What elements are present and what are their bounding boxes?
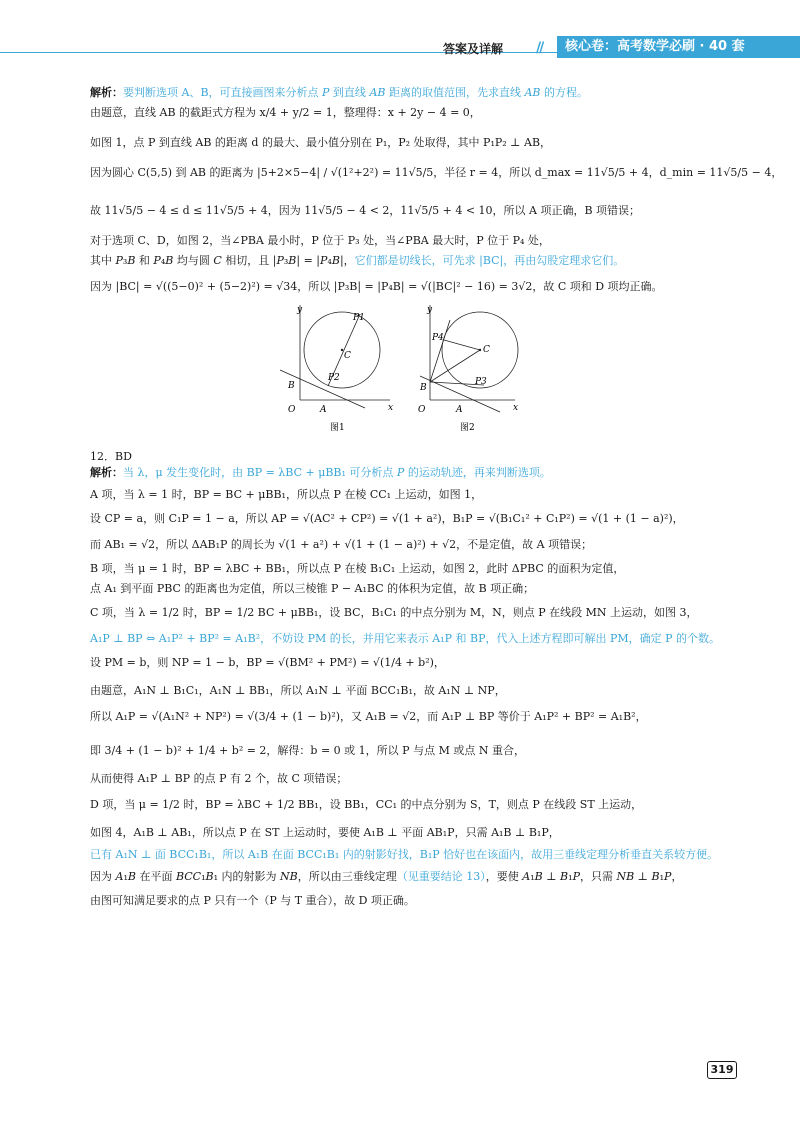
- header-title: 核心卷：高考数学必刷 · 40 套: [557, 36, 800, 58]
- fig1-o: O: [288, 405, 296, 415]
- text-line: [90, 466, 551, 480]
- figure-2: [418, 305, 518, 433]
- line-text: 当 λ，μ 发生变化时，由 BP = λBC + μBB₁ 可分析点 P 的运动轨迹，再来判断选项。: [123, 466, 551, 479]
- text-line: 如图 1，点 P 到直线 AB 的距离 d 的最大、最小值分别在 P₁，P₂ 处取得，其中 P₁P₂ ⊥ AB，: [90, 136, 552, 149]
- fig1-p2: P2: [328, 373, 340, 383]
- text-line: 对于选项 C、D，如图 2，当∠PBA 最小时，P 位于 P₃ 处，当∠PBA 最大时，P 位于 P₄ 处，: [90, 234, 550, 247]
- text-line: 已有 A₁N ⊥ 面 BCC₁B₁，所以 A₁B 在面 BCC₁B₁ 内的射影好找，B₁P 恰好也在该面内，故用三垂线定理分析垂直关系较方便。: [90, 848, 719, 861]
- fig1-p1: P1: [353, 313, 365, 323]
- text-line: 因为圆心 C(5,5) 到 AB 的距离为 |5+2×5−4| / √(1²+2²) = 11√5/5，半径 r = 4，所以 d_max = 11√5/5 + 4，d_min = 11√5/5 − 4，: [90, 166, 783, 179]
- line-hint: 它们都是切线长，可先求 |BC|，再由勾股定理求它们。: [354, 254, 625, 267]
- figure-svg: [270, 300, 630, 440]
- text-line: 故 11√5/5 − 4 ≤ d ≤ 11√5/5 + 4，因为 11√5/5 − 4 < 2，11√5/5 + 4 < 10，所以 A 项正确，B 项错误；: [90, 204, 641, 217]
- analysis-label: 解析：: [90, 86, 123, 99]
- text-line: 由题意，直线 AB 的截距式方程为 x/4 + y/2 = 1，整理得：x + 2y − 4 = 0，: [90, 106, 481, 119]
- fig1-c: C: [344, 351, 351, 361]
- fig2-x: x: [513, 403, 519, 413]
- fig1-caption: 图1: [330, 423, 345, 433]
- fig2-a: A: [456, 405, 463, 415]
- text-line: 设 PM = b，则 NP = 1 − b，BP = √(BM² + PM²) = √(1/4 + b²)，: [90, 656, 445, 669]
- text-line: 而 AB₁ = √2，所以 ΔAB₁P 的周长为 √(1 + a²) + √(1 + (1 − a)²) + √2，不是定值，故 A 项错误；: [90, 538, 593, 551]
- text-line: 由图可知满足要求的点 P 只有一个（P 与 T 重合），故 D 项正确。: [90, 894, 415, 907]
- page-header: [0, 0, 800, 62]
- fig1-a: A: [320, 405, 327, 415]
- text-line: [90, 870, 682, 884]
- text-line: 即 3/4 + (1 − b)² + 1/4 + b² = 2，解得：b = 0 或 1，所以 P 与点 M 或点 N 重合，: [90, 744, 525, 757]
- text-line: B 项，当 μ = 1 时，BP = λBC + BB₁，所以点 P 在棱 B₁C₁ 上运动，如图 2，此时 ΔPBC 的面积为定值，: [90, 562, 625, 575]
- fig1-y: y: [297, 305, 303, 315]
- text-line: D 项，当 μ = 1/2 时，BP = λBC + 1/2 BB₁，设 BB₁，CC₁ 的中点分别为 S，T，则点 P 在线段 ST 上运动，: [90, 798, 643, 811]
- question-number: 12．BD: [90, 450, 132, 463]
- text-line: 由题意，A₁N ⊥ B₁C₁，A₁N ⊥ BB₁，所以 A₁N ⊥ 平面 BCC₁B₁，故 A₁N ⊥ NP，: [90, 684, 506, 697]
- text-line: 所以 A₁P = √(A₁N² + NP²) = √(3/4 + (1 − b)²)，又 A₁B = √2，而 A₁P ⊥ BP 等价于 A₁P² + BP² = A₁B²，: [90, 710, 647, 723]
- fig2-y: y: [427, 305, 433, 315]
- fig2-c: C: [483, 345, 490, 355]
- text-line: 因为 |BC| = √((5−0)² + (5−2)²) = √34，所以 |P₃B| = |P₄B| = √(|BC|² − 16) = 3√2，故 C 项和 D 项均正确。: [90, 280, 663, 293]
- text-line: A₁P ⊥ BP ⇔ A₁P² + BP² = A₁B²，不妨设 PM 的长，并用它来表示 A₁P 和 BP，代入上述方程即可解出 PM，确定 P 的个数。: [90, 632, 721, 645]
- text-line: 如图 4，A₁B ⊥ AB₁，所以点 P 在 ST 上运动时，要使 A₁B ⊥ 平面 AB₁P，只需 A₁B ⊥ B₁P，: [90, 826, 560, 839]
- figures: [270, 300, 630, 440]
- fig2-b: B: [420, 383, 427, 393]
- fig1-b: B: [288, 381, 295, 391]
- text-line: [90, 86, 588, 100]
- fig2-p3: P3: [475, 377, 487, 387]
- figure-1: [280, 305, 393, 433]
- analysis-label: 解析：: [90, 466, 123, 479]
- header-subtitle: 答案及详解: [443, 42, 504, 56]
- text-line: [90, 254, 624, 268]
- header-slashes: //: [536, 40, 543, 56]
- text-line: C 项，当 λ = 1/2 时，BP = 1/2 BC + μBB₁，设 BC，B₁C₁ 的中点分别为 M，N，则点 P 在线段 MN 上运动，如图 3，: [90, 606, 698, 619]
- fig2-caption: 图2: [460, 423, 475, 433]
- text-line: A 项，当 λ = 1 时，BP = BC + μBB₁，所以点 P 在棱 CC₁ 上运动，如图 1，: [90, 488, 483, 501]
- fig1-x: x: [388, 403, 394, 413]
- line-text: 其中 P₃B 和 P₄B 均与圆 C 相切，且 |P₃B| = |P₄B|，: [90, 254, 355, 267]
- line-text: 因为 A₁B 在平面 BCC₁B₁ 内的射影为 NB，所以由三垂线定理: [90, 870, 397, 883]
- text-line: 设 CP = a，则 C₁P = 1 − a，所以 AP = √(AC² + CP²) = √(1 + a²)，B₁P = √(B₁C₁² + C₁P²) = √(1 + (1 − a)²)，: [90, 512, 684, 525]
- fig2-o: O: [418, 405, 426, 415]
- line-text: ，要使 A₁B ⊥ B₁P，只需 NB ⊥ B₁P，: [485, 870, 683, 883]
- page-number: 319: [707, 1061, 737, 1079]
- fig2-p4: P4: [432, 333, 444, 343]
- line-text: 要判断选项 A、B，可直接画图来分析点 P 到直线 AB 距离的取值范围，先求直线 AB 的方程。: [123, 86, 588, 99]
- text-line: 点 A₁ 到平面 PBC 的距离也为定值，所以三棱锥 P − A₁BC 的体积为定值，故 B 项正确；: [90, 582, 535, 595]
- text-line: 从而使得 A₁P ⊥ BP 的点 P 有 2 个，故 C 项错误；: [90, 772, 348, 785]
- line-hint: （见重要结论 13）: [396, 870, 486, 883]
